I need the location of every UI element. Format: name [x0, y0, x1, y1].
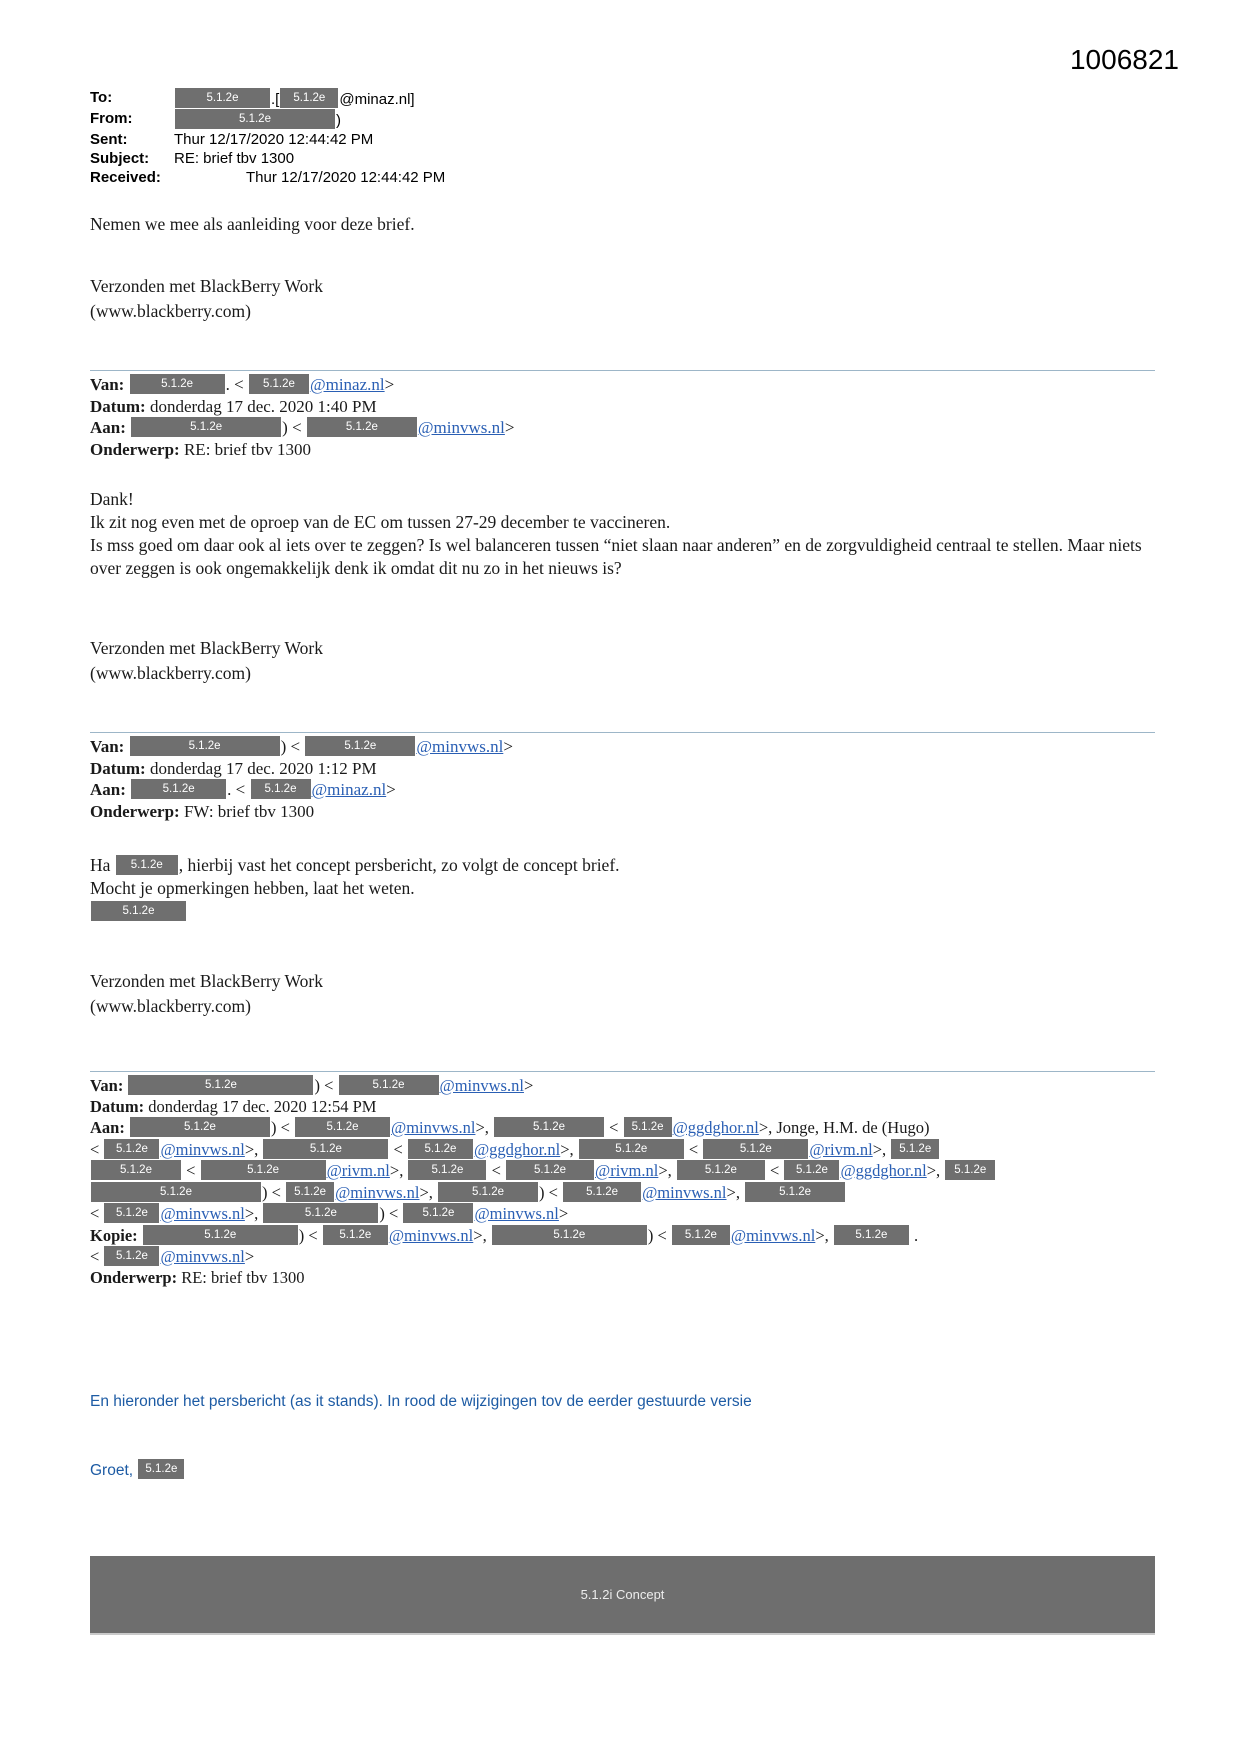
- header-value-received: [246, 168, 445, 187]
- redaction-box: 5.1.2e: [403, 1203, 473, 1223]
- redaction-box: 5.1.2e: [307, 417, 417, 437]
- quote2-datum-line: [90, 758, 1155, 780]
- redaction-box: 5.1.2e: [201, 1160, 326, 1180]
- message-body-2: [90, 854, 1155, 923]
- text-run: >: [504, 418, 515, 437]
- quote1-onderwerp-line: [90, 439, 1155, 461]
- quote3-datum-line: [90, 1097, 1155, 1118]
- text-run: <: [684, 1139, 703, 1159]
- redaction-box: 5.1.2e: [130, 736, 280, 756]
- redaction-box: 5.1.2e: [492, 1225, 647, 1245]
- field-label: Onderwerp:: [90, 439, 184, 459]
- field-label: Aan:: [90, 1118, 129, 1137]
- body2-line2: Mocht je opmerkingen hebben, laat het weten.: [90, 878, 415, 898]
- text-run: . <: [227, 780, 250, 799]
- field-label: Datum:: [90, 1096, 149, 1116]
- field-label: Van:: [90, 375, 129, 394]
- email-domain-link[interactable]: @minvws.nl: [416, 737, 504, 756]
- email-header: [90, 88, 1155, 187]
- quote3-kopie-line-2: [90, 1246, 1155, 1268]
- quote1-aan-line: [90, 417, 1155, 439]
- text-run: <: [487, 1161, 506, 1180]
- redaction-box: 5.1.2e: [104, 1246, 159, 1266]
- redaction-box: 5.1.2e: [263, 1203, 378, 1223]
- quote3-kopie-line: [90, 1225, 1155, 1247]
- field-label: Van:: [90, 737, 129, 756]
- text-run: ) <: [379, 1204, 403, 1223]
- email-domain-link[interactable]: @minvws.nl: [439, 1076, 524, 1095]
- blue-note: [90, 1344, 1155, 1528]
- text-run: >: [384, 375, 395, 394]
- redaction-box: 5.1.2e: [438, 1182, 538, 1202]
- redaction-box: 5.1.2e: [891, 1139, 939, 1159]
- text-run: ) <: [270, 1118, 295, 1137]
- redaction-box: 5.1.2e: [745, 1182, 845, 1202]
- quoted-email-3: [90, 1071, 1155, 1288]
- concept-banner: [90, 1556, 1155, 1635]
- blackberry-signature-3: [90, 969, 1155, 1019]
- redaction-box: 5.1.2e: [323, 1225, 388, 1245]
- text-run: Thur 12/17/2020 12:44:42 PM: [246, 169, 446, 186]
- text-run: >,: [560, 1139, 578, 1159]
- header-row-from: [90, 109, 1155, 130]
- email-domain-link[interactable]: @minvws.nl: [160, 1139, 245, 1159]
- field-label: Kopie:: [90, 1225, 142, 1245]
- text-run: .[: [271, 91, 280, 108]
- quote1-datum-line: [90, 396, 1155, 418]
- email-domain-link[interactable]: @minvws.nl: [391, 1118, 476, 1137]
- blackberry-line2: (www.blackberry.com): [90, 663, 251, 683]
- redaction-box: 5.1.2e: [91, 1182, 261, 1202]
- redaction-box: 5.1.2e: [339, 1075, 439, 1095]
- redaction-box: 5.1.2e: [945, 1160, 995, 1180]
- field-label: Onderwerp:: [90, 801, 184, 821]
- quote3-aan-line-2: [90, 1139, 1155, 1161]
- quote3-aan-line-5: [90, 1203, 1155, 1225]
- header-label-sent: Sent:: [90, 131, 128, 148]
- field-label: Aan:: [90, 780, 131, 799]
- body1-line3: Is mss goed om daar ook al iets over te zeggen? Is wel balanceren tussen “niet slaan naar anderen” en de zorgvuldigheid centraal te stellen. Maar niets over zeggen is ook ongemakkelijk denk ik omdat dit nu zo in het nieuws is?: [90, 535, 1147, 578]
- text-run: RE: brief tbv 1300: [174, 150, 295, 167]
- text-run: <: [90, 1204, 104, 1223]
- quote1-van-line: [90, 374, 1155, 396]
- email-domain-link[interactable]: @rivm.nl: [809, 1139, 873, 1159]
- email-domain-link[interactable]: @minvws.nl: [642, 1182, 727, 1202]
- redaction-box: 5.1.2e: [104, 1139, 159, 1159]
- text-run: >,: [389, 1161, 408, 1180]
- email-domain-link[interactable]: @minvws.nl: [417, 418, 505, 437]
- email-domain-link[interactable]: @ggdghor.nl: [672, 1118, 759, 1137]
- body2-signature-redaction: [90, 900, 1155, 923]
- email-domain-link[interactable]: @minvws.nl: [388, 1225, 474, 1245]
- header-value-to: [174, 88, 415, 109]
- redaction-box: 5.1.2e: [130, 374, 225, 394]
- email-domain-link[interactable]: @minvws.nl: [474, 1204, 559, 1223]
- text-run: RE: brief tbv 1300: [181, 1267, 305, 1287]
- text-run: >,: [872, 1139, 891, 1159]
- blackberry-line1: Verzonden met BlackBerry Work: [90, 971, 323, 991]
- redaction-box: 5.1.2e: [91, 901, 186, 921]
- redaction-box: 5.1.2e: [672, 1225, 730, 1245]
- email-domain-link[interactable]: @minaz.nl: [311, 780, 387, 799]
- quote3-onderwerp-line: [90, 1268, 1155, 1289]
- header-label-subject: Subject:: [90, 150, 150, 167]
- email-domain-link[interactable]: @minvws.nl: [160, 1247, 245, 1266]
- text-run: <: [90, 1139, 104, 1159]
- redaction-box: 5.1.2e: [280, 88, 338, 108]
- text-run: >: [503, 737, 513, 756]
- header-label-from: From:: [90, 110, 133, 127]
- body2-line1: [90, 854, 1155, 877]
- header-row-sent: [90, 130, 1155, 149]
- quote2-van-line: [90, 736, 1155, 758]
- field-label: Datum:: [90, 758, 150, 778]
- redaction-box: 5.1.2e: [263, 1139, 388, 1159]
- text-run: >,: [726, 1182, 745, 1202]
- text-run: FW: brief tbv 1300: [183, 801, 315, 821]
- text-run: >,: [658, 1161, 676, 1180]
- redaction-box: 5.1.2e: [130, 1117, 270, 1137]
- redaction-box: 5.1.2e: [286, 1182, 334, 1202]
- redaction-box: 5.1.2e: [834, 1225, 909, 1245]
- email-domain-link[interactable]: @rivm.nl: [595, 1161, 659, 1180]
- redaction-box: 5.1.2e: [305, 736, 415, 756]
- redaction-box: 5.1.2e: [563, 1182, 641, 1202]
- redaction-box: 5.1.2e: [624, 1117, 672, 1137]
- redaction-box: 5.1.2e: [408, 1139, 473, 1159]
- text-run: donderdag 17 dec. 2020 12:54 PM: [148, 1096, 377, 1116]
- note-line1: En hieronder het persbericht (as it stands). In rood de wijzigingen tov de eerder gestuurde versie: [90, 1393, 752, 1410]
- field-label: Van:: [90, 1076, 128, 1095]
- text-run: >,: [244, 1204, 263, 1223]
- text-run: Thur 12/17/2020 12:44:42 PM: [174, 131, 374, 148]
- text-run: >, Jonge, H.M. de (Hugo): [758, 1118, 930, 1137]
- text-run: >,: [815, 1225, 833, 1245]
- quoted-email-1: [90, 370, 1155, 460]
- redaction-box: 5.1.2e: [131, 417, 281, 437]
- text-run: <: [765, 1161, 784, 1180]
- text-run: <: [90, 1247, 104, 1266]
- text-run: >: [386, 780, 396, 799]
- email-domain-link[interactable]: @minvws.nl: [730, 1225, 816, 1245]
- redaction-box: 5.1.2e: [408, 1160, 486, 1180]
- text-run: ) <: [262, 1182, 286, 1202]
- text-run: . <: [225, 375, 248, 394]
- email-domain-link[interactable]: @ggdghor.nl: [473, 1139, 561, 1159]
- redaction-box: 5.1.2e: [175, 109, 335, 129]
- redaction-box: 5.1.2e: [677, 1160, 765, 1180]
- header-value-subject: [174, 149, 294, 168]
- header-label-to: To:: [90, 89, 113, 106]
- header-row-received: [90, 168, 1155, 187]
- blackberry-signature-2: [90, 636, 1155, 686]
- text-run: >: [523, 1076, 534, 1095]
- text-run: RE: brief tbv 1300: [183, 439, 311, 459]
- email-domain-link[interactable]: @minaz.nl: [309, 375, 385, 394]
- blackberry-signature-1: [90, 274, 1155, 324]
- header-row-to: [90, 88, 1155, 109]
- text-run: Ha: [90, 855, 115, 875]
- email-domain-link[interactable]: @rivm.nl: [326, 1161, 390, 1180]
- message-body-1: [90, 488, 1155, 580]
- redaction-box: 5.1.2e: [104, 1203, 159, 1223]
- blackberry-line2: (www.blackberry.com): [90, 996, 251, 1016]
- redaction-box: 5.1.2e: [703, 1139, 808, 1159]
- text-run: ) <: [280, 737, 305, 756]
- redaction-box: 5.1.2e: [116, 855, 178, 875]
- text-run: >,: [926, 1161, 945, 1180]
- header-value-from: [174, 109, 341, 130]
- email-domain-link[interactable]: @minvws.nl: [335, 1182, 420, 1202]
- redaction-box: 5.1.2e: [91, 1160, 181, 1180]
- reply-paragraph: Nemen we mee als aanleiding voor deze brief.: [90, 214, 415, 234]
- redaction-box: 5.1.2e: [579, 1139, 684, 1159]
- redaction-box: 5.1.2e: [295, 1117, 390, 1137]
- concept-banner-label: 5.1.2i Concept: [580, 1587, 665, 1602]
- text-run: ): [336, 112, 341, 129]
- blackberry-line1: Verzonden met BlackBerry Work: [90, 276, 323, 296]
- field-label: Aan:: [90, 418, 131, 437]
- redaction-box: 5.1.2e: [138, 1459, 184, 1479]
- field-label: Onderwerp:: [90, 1267, 182, 1287]
- redaction-box: 5.1.2e: [251, 779, 311, 799]
- redaction-box: 5.1.2e: [784, 1160, 839, 1180]
- document-number: 1006821: [1069, 44, 1179, 75]
- quote2-aan-line: [90, 779, 1155, 801]
- email-domain-link[interactable]: @ggdghor.nl: [840, 1161, 927, 1180]
- text-run: .: [909, 1225, 919, 1245]
- text-run: >: [558, 1204, 569, 1223]
- text-run: ) <: [647, 1225, 671, 1245]
- text-run: >,: [475, 1118, 494, 1137]
- blackberry-line2: (www.blackberry.com): [90, 301, 251, 321]
- text-run: ) <: [539, 1182, 563, 1202]
- blackberry-line1: Verzonden met BlackBerry Work: [90, 638, 323, 658]
- text-run: ) <: [314, 1076, 338, 1095]
- text-run: donderdag 17 dec. 2020 1:12 PM: [149, 758, 377, 778]
- email-domain-link[interactable]: @minvws.nl: [160, 1204, 245, 1223]
- redaction-box: 5.1.2e: [506, 1160, 594, 1180]
- redaction-box: 5.1.2e: [131, 779, 226, 799]
- text-run: >,: [244, 1139, 263, 1159]
- text-run: <: [182, 1161, 200, 1180]
- text-run: ) <: [282, 418, 306, 437]
- header-label-received: Received:: [90, 169, 161, 186]
- quote3-aan-line-4: [90, 1182, 1155, 1204]
- text-run: @minaz.nl]: [339, 91, 415, 108]
- body1-line1: Dank!: [90, 489, 134, 509]
- quote2-onderwerp-line: [90, 801, 1155, 823]
- redaction-box: 5.1.2e: [494, 1117, 604, 1137]
- text-run: <: [605, 1118, 623, 1137]
- text-run: Groet,: [90, 1462, 138, 1479]
- body1-line2: Ik zit nog even met de oproep van de EC om tussen 27-29 december te vaccineren.: [90, 512, 671, 532]
- quote3-aan-line-1: [90, 1117, 1155, 1139]
- text-run: >,: [473, 1225, 491, 1245]
- text-run: >,: [419, 1182, 438, 1202]
- redaction-box: 5.1.2e: [175, 88, 270, 108]
- text-run: donderdag 17 dec. 2020 1:40 PM: [149, 396, 377, 416]
- redaction-box: 5.1.2e: [128, 1075, 313, 1095]
- header-row-subject: [90, 149, 1155, 168]
- quote3-aan-line-3: [90, 1160, 1155, 1182]
- quote3-van-line: [90, 1075, 1155, 1097]
- note-line2: [90, 1459, 1155, 1482]
- redaction-box: 5.1.2e: [143, 1225, 298, 1245]
- text-run: >: [244, 1247, 255, 1266]
- text-run: , hierbij vast het concept persbericht, zo volgt de concept brief.: [178, 855, 620, 875]
- redaction-box: 5.1.2e: [249, 374, 309, 394]
- header-value-sent: [174, 130, 373, 149]
- text-run: ) <: [298, 1225, 322, 1245]
- text-run: <: [389, 1139, 407, 1159]
- quoted-email-2: [90, 732, 1155, 822]
- field-label: Datum:: [90, 396, 150, 416]
